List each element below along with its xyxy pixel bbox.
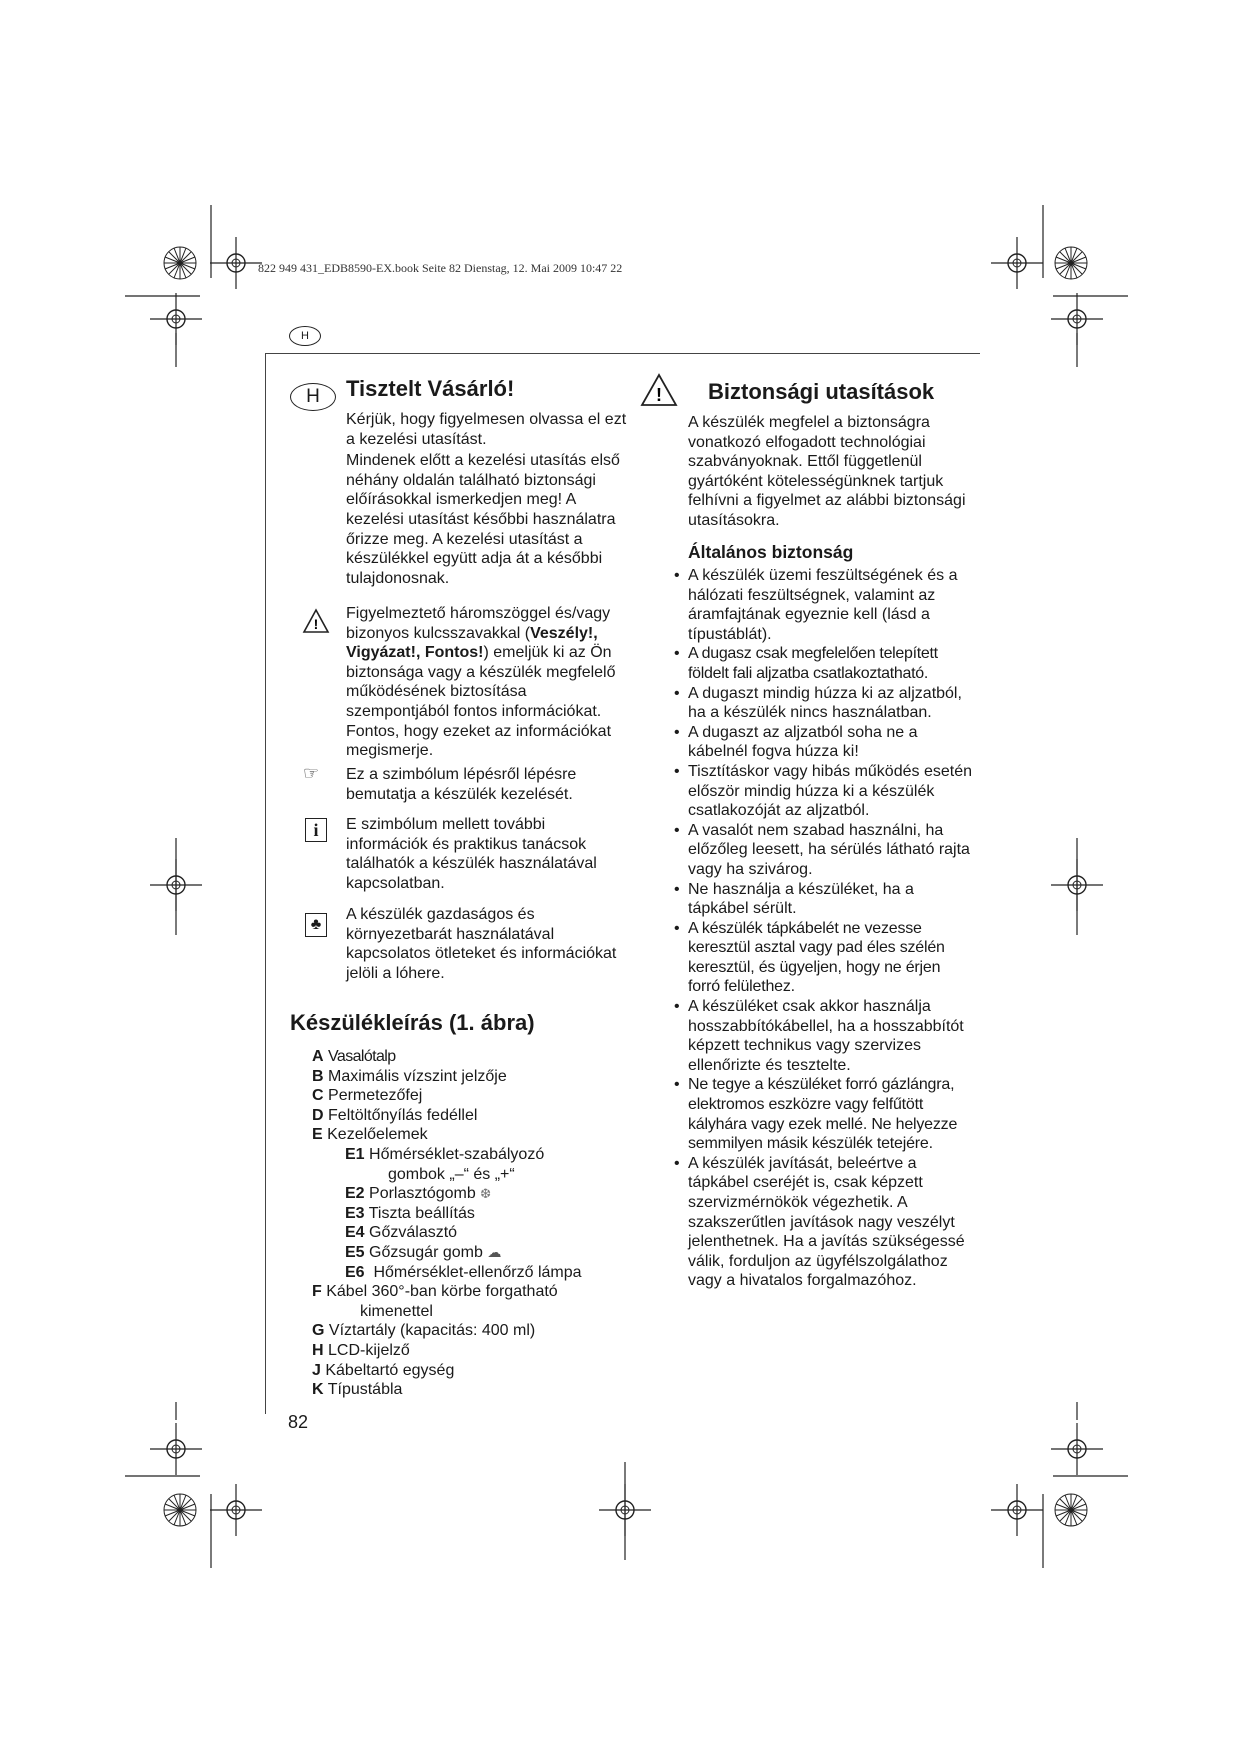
warning-note	[346, 604, 631, 761]
greeting-paragraph-1: Kérjük, hogy figyelmesen olvassa el ezt a kezelési utasítást.	[346, 411, 627, 448]
eco-note: A készülék gazdaságos és környezetbarát használatával kapcsolatos ötleteket és információkat jelöli a lóhere.	[346, 906, 617, 982]
safety-bullet-list	[674, 566, 974, 1291]
part-sub-item: E5 Gőzsugár gomb ☁	[345, 1243, 502, 1261]
device-parts-list	[312, 1047, 642, 1400]
part-item: D Feltöltőnyílás fedéllel	[312, 1106, 478, 1124]
greeting-paragraph-2: Mindenek előtt a kezelési utasítás első néhány oldalán található biztonsági előírásokkal ismerkedjen meg! A kezelési utasítást későbbi használatra őrizze meg. A kezelési utasítást a készülékkel együtt adja át a későbbi tulajdonosnak.	[346, 452, 620, 587]
part-sub-item: E4 Gőzválasztó	[345, 1224, 458, 1242]
part-sub-item: E6 Hőmérséklet-ellenőrző lámpa	[345, 1263, 582, 1281]
steam-burst-icon: ☁	[487, 1243, 502, 1260]
greeting-text	[346, 410, 631, 588]
registration-sun-icon	[164, 247, 196, 279]
part-item: J Kábeltartó egység	[312, 1361, 455, 1379]
part-item: G Víztartály (kapacitás: 400 ml)	[312, 1322, 536, 1340]
safety-bullet: • A készülék javítását, beleértve a tápkábel cseréjét is, csak képzett szervizmérnökök végezhetik. A szakszerűtlen javítások nagy veszélyt jelenthetnek. Ha a javítás szükségessé válik, forduljon az ügyfélszolgálathoz vagy a hivatalos forgalmazóhoz.	[674, 1154, 974, 1291]
safety-bullet: • A készülék üzemi feszültségének és a hálózati feszültségnek, valamint az áramfajtának egyeznie kell (lásd a típustáblát).	[674, 566, 974, 644]
part-item: E Kezelőelemek	[312, 1126, 428, 1144]
safety-bullet: • A készülék tápkábelét ne vezesse keresztül asztal vagy pad éles szélén keresztül, és ügyeljen, hogy ne érjen forró felülethez.	[674, 919, 974, 997]
info-icon: i	[305, 818, 327, 842]
part-item: A Vasalótalp	[312, 1048, 396, 1065]
pointing-hand-icon: ☞	[303, 763, 320, 783]
safety-title: Biztonsági utasítások	[708, 379, 935, 404]
safety-bullet: • Ne tegye a készüléket forró gázlángra, elektromos eszközre vagy felfűtött kályhára vagy ezek mellé. Ne helyezze semmilyen másik készülék tetejére.	[674, 1075, 974, 1153]
part-item: B Maximális vízszint jelzője	[312, 1067, 507, 1085]
top-rule	[265, 353, 980, 354]
warning-triangle-icon	[302, 608, 330, 634]
safety-bullet: • A készüléket csak akkor használja hosszabbítókábellel, ha a hosszabbítót képzett technikus vagy szervizes ellenőrizte és tesztelte.	[674, 997, 974, 1075]
clover-icon: ♣	[305, 913, 327, 937]
device-description-title: Készülékleírás (1. ábra)	[290, 1010, 535, 1035]
safety-bullet: • A vasalót nem szabad használni, ha előzőleg leesett, ha sérülés látható rajta vagy ha szivárog.	[674, 821, 974, 880]
language-badge: H	[289, 326, 321, 346]
registration-target-icon	[210, 237, 262, 289]
warning-text-a: Figyelmeztető háromszöggel és/vagy bizonyos kulcsszavakkal (	[346, 605, 611, 642]
safety-bullet: • A dugaszt az aljzatból soha ne a kábelnél fogva húzza ki!	[674, 723, 974, 762]
safety-warning-triangle-icon	[640, 373, 678, 407]
safety-bullet: • A dugasz csak megfelelően telepített földelt fali aljzatba csatlakoztatható.	[674, 644, 974, 683]
part-item: K Típustábla	[312, 1381, 403, 1399]
language-badge-large: H	[290, 383, 336, 411]
part-item: C Permetezőfej	[312, 1087, 423, 1105]
print-header: 822 949 431_EDB8590-EX.book Seite 82 Dienstag, 12. Mai 2009 10:47 22	[258, 261, 623, 275]
general-safety-title: Általános biztonság	[688, 542, 854, 562]
safety-bullet: • Ne használja a készüléket, ha a tápkábel sérült.	[674, 880, 974, 919]
spray-icon: ❆	[480, 1186, 492, 1202]
svg-text:!: !	[313, 616, 319, 632]
svg-text:!: !	[656, 385, 662, 405]
safety-bullet: • Tisztításkor vagy hibás működés esetén először mindig húzza ki a készülék csatlakozóját az aljzatból.	[674, 762, 974, 821]
step-note: Ez a szimbólum lépésről lépésre bemutatja a készülék kezelését.	[346, 766, 577, 803]
part-sub-item: E3 Tiszta beállítás	[345, 1204, 475, 1222]
page-number: 82	[288, 1412, 309, 1432]
part-sub-item-cont: gombok „–“ és „+“	[388, 1165, 515, 1183]
part-item-cont: kimenettel	[360, 1302, 433, 1320]
warning-keywords: Veszély!, Vigyázat!, Fontos!	[346, 624, 598, 662]
left-rule	[265, 354, 266, 1414]
info-note: E szimbólum mellett további információk és praktikus tanácsok találhatók a készülék használatával kapcsolatban.	[346, 816, 597, 892]
greeting-title: Tisztelt Vásárló!	[346, 376, 515, 401]
warning-text-b: ) emeljük ki az Ön biztonsága vagy a készülék megfelelő működésének biztosítása szempontjából fontos információkat. Fontos, hogy ezeket az információkat megismerje.	[346, 644, 616, 760]
part-sub-item: E2 Porlasztógomb ❆	[345, 1185, 492, 1203]
safety-bullet: • A dugaszt mindig húzza ki az aljzatból, ha a készülék nincs használatban.	[674, 684, 974, 723]
safety-intro: A készülék megfelel a biztonságra vonatkozó elfogadott technológiai szabványoknak. Ettől függetlenül gyártóként kötelességünknek tartjuk felhívni a figyelmet az alábbi biztonsági utasításokra.	[688, 414, 966, 529]
part-sub-item: E1 Hőmérséklet-szabályozó	[345, 1145, 545, 1163]
part-item: H LCD-kijelző	[312, 1341, 410, 1359]
part-item: F Kábel 360°-ban körbe forgatható	[312, 1283, 558, 1301]
